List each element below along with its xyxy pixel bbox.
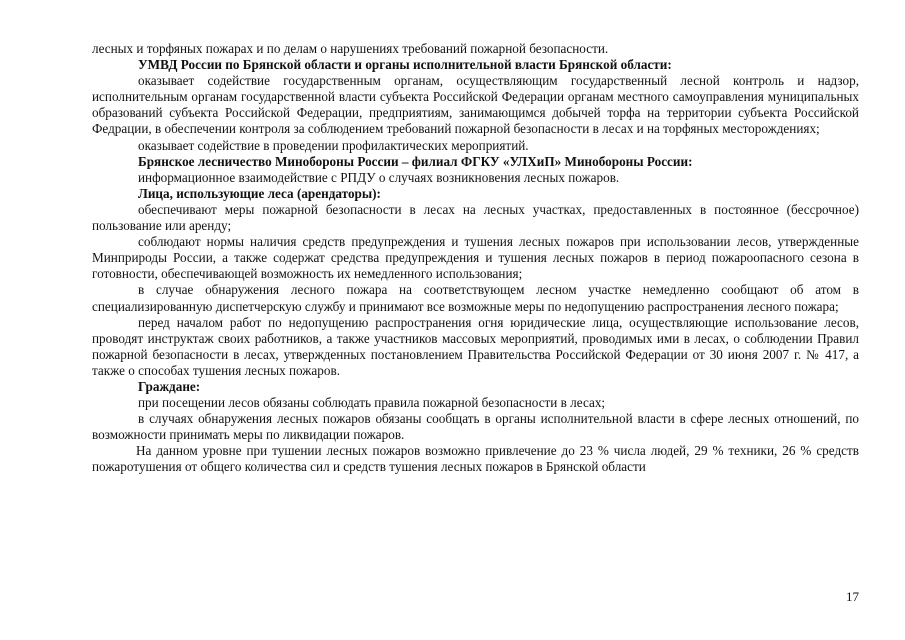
paragraph-umvd-assistance: оказывает содействие государственным органам, осуществляющим государственный лесной контроль и надзор, исполнительным органам государственной власти субъекта Российской Федерации органам местного самоуправления муниципальных образований субъекта Российской Федерации, предприятиям, занимающимся добычей торфа на территории субъекта Российской Федрации, в обеспечении контроля за соблюдением требований пожарной безопасности в лесах и на торфяных месторождениях; [92, 73, 859, 137]
paragraph-resources-summary: На данном уровне при тушении лесных пожаров возможно привлечение до 23 % числа людей, 29 % техники, 26 % средств пожаротушения от общего количества сил и средств тушения лесных пожаров в Брянской области [92, 443, 859, 475]
heading-forestry-mod: Брянское лесничество Минобороны России – филиал ФГКУ «УЛХиП» Минобороны России: [138, 153, 693, 169]
paragraph-users-briefing: перед началом работ по недопущению распространения огня юридические лица, осуществляющие использование лесов, проводят инструктаж своих работников, а также участников массовых мероприятий, проводимых ими в лесах, о соблюдении Правил пожарной безопасности в лесах, утвержденных постановлением Правительства Российской Федерации от 30 июня 2007 г. № 417, а также о способах тушения лесных пожаров. [92, 314, 859, 378]
page-number: 17 [846, 589, 859, 604]
paragraph-forestry-info: информационное взаимодействие с РПДУ о случаях возникновения лесных пожаров. [138, 169, 620, 185]
paragraph-umvd-prevention: оказывает содействие в проведении профилактических мероприятий. [138, 137, 529, 153]
paragraph-citizens-report: в случаях обнаружения лесных пожаров обязаны сообщать в органы исполнительной власти в сфере лесных отношений, по возможности принимать меры по ликвидации пожаров. [92, 411, 859, 443]
heading-umvd: УМВД России по Брянской области и органы исполнительной власти Брянской области: [138, 57, 672, 73]
paragraph-users-norms: соблюдают нормы наличия средств предупреждения и тушения лесных пожаров при использовании лесов, утвержденные Минприроды России, а также содержат средства предупреждения и тушения лесных пожаров в период пожароопасного сезона в готовности, обеспечивающей возможность их немедленного использования; [92, 234, 859, 282]
paragraph-users-measures: обеспечивают меры пожарной безопасности в лесах на лесных участках, предоставленных в постоянное (бессрочное) пользование или аренду; [92, 201, 859, 234]
paragraph-citizens-rules: при посещении лесов обязаны соблюдать правила пожарной безопасности в лесах; [138, 395, 606, 411]
paragraph-users-report: в случае обнаружения лесного пожара на соответствующем лесном участке немедленно сообщают об атом в специализированную диспетчерскую службу и принимают все возможные меры по недопущению распространения лесного пожара; [92, 282, 859, 314]
heading-forest-users: Лица, использующие леса (арендаторы): [138, 185, 381, 201]
paragraph-continuation: лесных и торфяных пожарах и по делам о нарушениях требований пожарной безопасности. [92, 41, 609, 56]
heading-citizens: Граждане: [138, 378, 201, 394]
